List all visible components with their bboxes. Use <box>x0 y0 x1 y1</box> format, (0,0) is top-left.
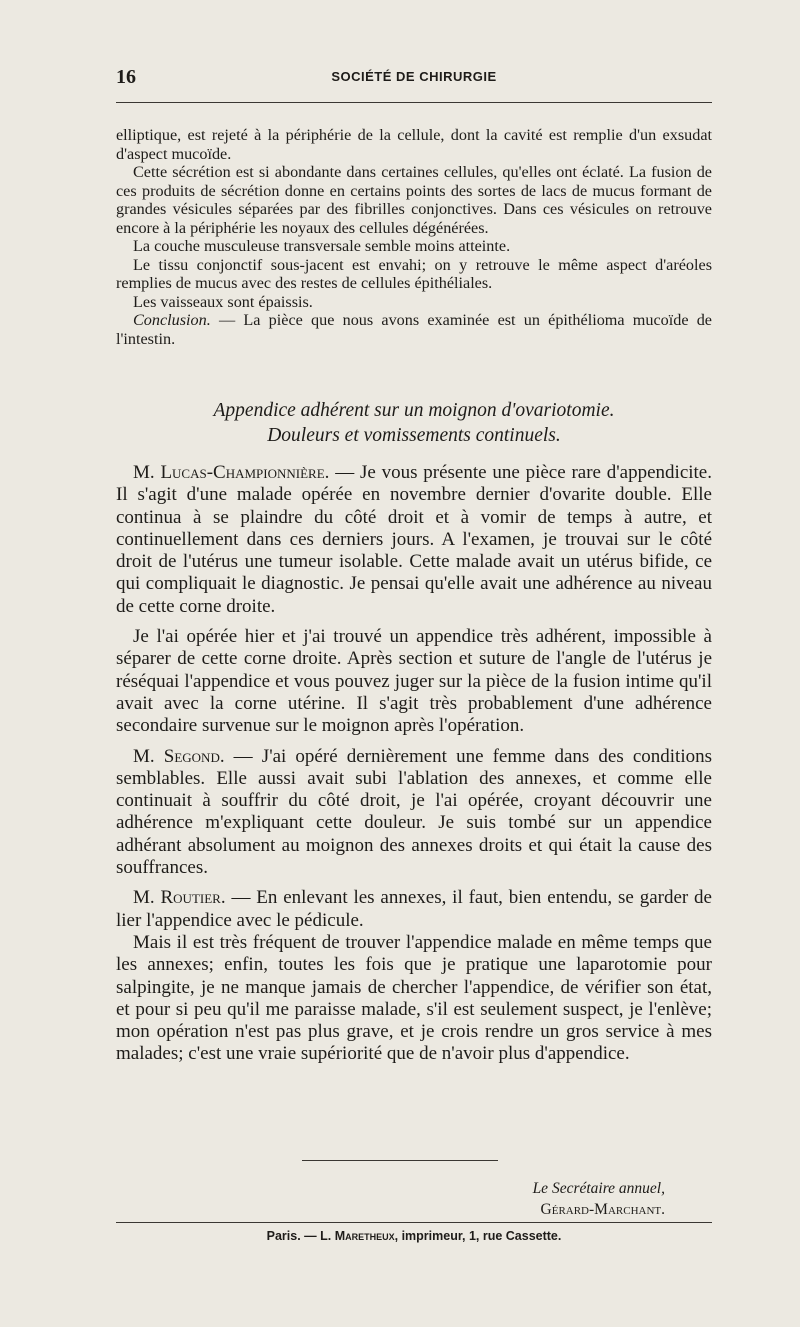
paragraph: Cette sécrétion est si abondante dans certaines cellules, qu'elles ont éclaté. La fusion de ces produits de sécrétion donne en certains points des sortes de lacs de mucus formant de grandes vésicules séparées par des fibrilles conjonctives. Dans ces vésicules on retrouve encore à la périphérie les noyaux des cellules dégénérées. <box>116 163 712 237</box>
paragraph: Mais il est très fréquent de trouver l'appendice malade en même temps que les annexes; enfin, toutes les fois que je pratique une laparotomie pour salpingite, je ne manque jamais de chercher l'appendice, de vérifier son état, et pour si peu qu'il me paraisse malade, s'il est seulement suspect, je l'enlève; mon opération n'est pas plus grave, et je crois rendre un gros service à mes malades; c'est une vraie supériorité que de n'avoir plus d'appendice. <box>116 931 712 1065</box>
report-text <box>116 126 712 348</box>
end-rule <box>302 1160 498 1161</box>
printer-imprint <box>116 1229 712 1243</box>
conclusion-paragraph <box>116 311 712 348</box>
paragraph: La couche musculeuse transversale semble moins atteinte. <box>133 237 511 255</box>
section-title-line: Appendice adhérent sur un moignon d'ovariotomie. <box>213 400 615 421</box>
signature-name: Gérard-Marchant. <box>540 1201 665 1218</box>
speaker-name: Segond. <box>163 745 225 767</box>
speech-text: — En enlevant les annexes, il faut, bien entendu, se garder de lier l'appendice avec le pédicule. <box>116 887 712 931</box>
speech-text: — J'ai opéré dernièrement une femme dans des conditions semblables. Elle aussi avait subi l'ablation des annexes, et comme elle continuait à souffrir du côté droit, je l'ai opérée, croyant découvrir une adhérence m'expliquant cette douleur. Je suis tombé sur un appendice adhérant absolument au moignon des annexes droits et qui était la cause des souffrances. <box>116 745 712 879</box>
header-rule <box>116 102 712 103</box>
paragraph: Les vaisseaux sont épaissis. <box>133 292 313 311</box>
speaker-name: Routier. <box>160 887 226 909</box>
conclusion-text: — La pièce que nous avons examinée est un épithélioma mucoïde de l'intestin. <box>116 311 712 348</box>
section-title-line: Douleurs et vomissements continuels. <box>267 425 561 446</box>
imprint-prefix: Paris. — L. <box>266 1229 335 1243</box>
speaker-paragraph <box>116 887 712 932</box>
speaker-paragraph <box>116 462 712 618</box>
conclusion-label: Conclusion. <box>133 311 211 329</box>
imprint-suffix: , imprimeur, 1, rue Cassette. <box>394 1229 562 1243</box>
speaker-prefix: M. <box>133 887 161 909</box>
speech-text: — Je vous présente une pièce rare d'appendicite. Il s'agit d'une malade opérée en novembre dernier d'ovarite double. Elle continua à se plaindre du côté droit et à vomir de temps à autre, et continuellement dans ces derniers jours. A l'examen, je trouvai sur le côté droit de l'utérus une tumeur isolable. Cette malade avait un utérus bifide, ce qui compliquait le diagnostic. Je pensai qu'elle avait une adhérence au niveau de cette corne droite. <box>116 462 712 617</box>
discussion-text <box>116 462 712 1074</box>
speaker-name: Lucas-Championnière. <box>160 462 330 483</box>
paragraph: Le tissu conjonctif sous-jacent est envahi; on y retrouve le même aspect d'aréoles remplies de mucus avec des restes de cellules épithéliales. <box>116 255 712 292</box>
footer-rule <box>116 1222 712 1223</box>
paragraph: Je l'ai opérée hier et j'ai trouvé un appendice très adhérent, impossible à séparer de cette corne droite. Après section et suture de l'angle de l'utérus je réséquai l'appendice et vous pouvez juger sur la pièce de la fusion intime qu'il avait avec la corne utérine. Il s'agit très probablement d'une adhérence secondaire survenue sur le moignon après l'opération. <box>116 626 712 737</box>
speaker-prefix: M. <box>133 745 164 767</box>
running-head: SOCIÉTÉ DE CHIRURGIE <box>331 69 497 84</box>
speaker-paragraph <box>116 746 712 880</box>
signature-title: Le Secrétaire annuel, <box>532 1180 665 1197</box>
section-title <box>116 398 712 448</box>
printer-name: Maretheux <box>334 1229 395 1243</box>
page-header <box>116 66 712 88</box>
speaker-prefix: M. <box>133 462 161 483</box>
page-number: 16 <box>116 66 136 88</box>
signature <box>400 1178 665 1220</box>
paragraph: elliptique, est rejeté à la périphérie de la cellule, dont la cavité est remplie d'un exsudat d'aspect mucoïde. <box>116 126 712 163</box>
